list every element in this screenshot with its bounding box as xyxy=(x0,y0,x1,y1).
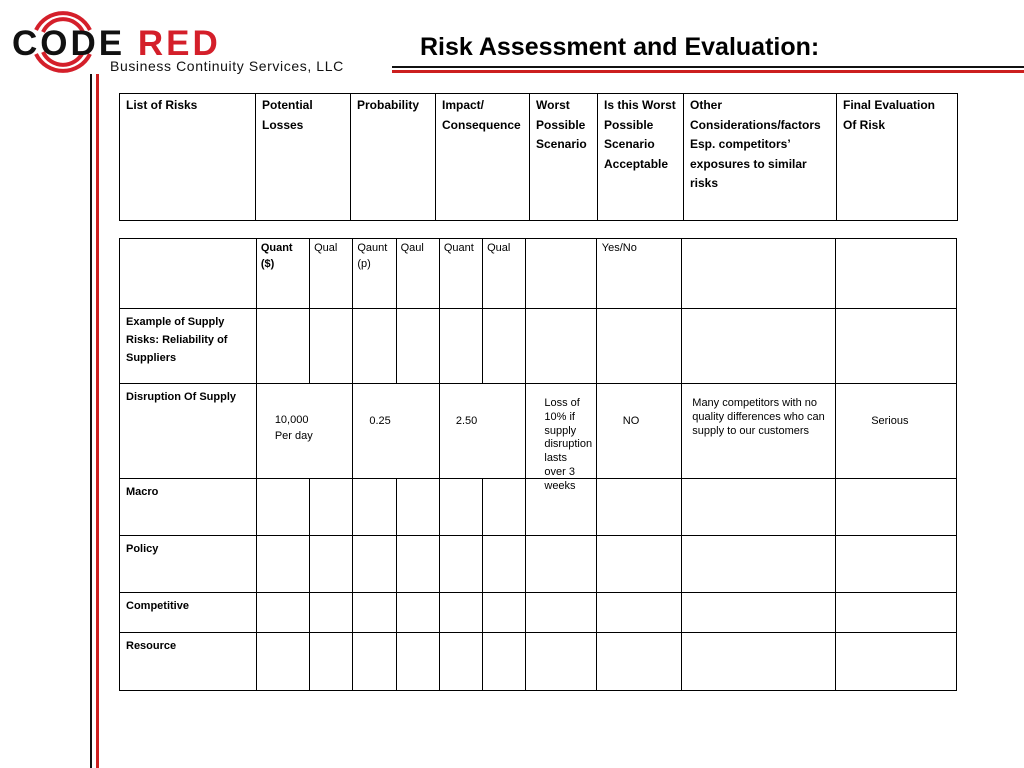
subheader-qaul: Qaul xyxy=(396,239,439,309)
other-considerations-value: Many competitors with no quality differences who can supply to our customers xyxy=(682,384,836,479)
subheader-qual-2: Qual xyxy=(483,239,526,309)
col-impact: Impact/ Consequence xyxy=(436,94,530,221)
logo-subtitle: Business Continuity Services, LLC xyxy=(110,58,344,74)
worst-scenario-cell xyxy=(526,384,596,492)
side-divider-red xyxy=(96,74,99,768)
loss-value-text: 10,000 Per day xyxy=(274,414,313,442)
header-divider-black xyxy=(392,66,1024,68)
risk-table xyxy=(119,238,957,691)
subheader-quant-dollar: Quant ($) xyxy=(256,239,309,309)
col-acceptable: Is this Worst Possible Scenario Acceptable xyxy=(598,94,684,221)
row-label-example: Example of Supply Risks: Reliability of Suppliers xyxy=(120,309,257,384)
subheader-qual: Qual xyxy=(310,239,353,309)
col-worst-scenario: Worst Possible Scenario xyxy=(530,94,598,221)
table-row xyxy=(120,479,957,536)
col-probability: Probability xyxy=(351,94,436,221)
logo-code-text: CODE xyxy=(12,24,126,63)
blank-cell xyxy=(526,239,596,309)
row-label-macro: Macro xyxy=(120,479,257,536)
table-row xyxy=(120,239,957,309)
row-label-resource: Resource xyxy=(120,633,257,691)
table-row xyxy=(120,384,957,479)
logo-red-text: RED xyxy=(137,24,221,63)
col-potential-losses: Potential Losses xyxy=(256,94,351,221)
worst-scenario-text: Loss of 10% if supply disruption lasts over 3 weeks xyxy=(544,397,593,492)
acceptable-value: NO xyxy=(596,384,682,479)
probability-value: 0.25 xyxy=(353,384,440,479)
subheader-yes-no: Yes/No xyxy=(596,239,682,309)
subheader-quant: Quant xyxy=(439,239,482,309)
table-row xyxy=(120,309,957,384)
page-title: Risk Assessment and Evaluation: xyxy=(420,33,820,61)
blank-cell xyxy=(682,239,836,309)
row-label-disruption: Disruption Of Supply xyxy=(120,384,257,479)
blank-cell xyxy=(120,239,257,309)
final-evaluation-value: Serious xyxy=(836,384,957,479)
col-list-of-risks: List of Risks xyxy=(120,94,256,221)
col-other-considerations: Other Considerations/factors Esp. competitors’ exposures to similar risks xyxy=(684,94,837,221)
col-final-evaluation: Final Evaluation Of Risk xyxy=(837,94,958,221)
table-row xyxy=(120,633,957,691)
blank-cell xyxy=(836,239,957,309)
header-divider-red xyxy=(392,70,1024,73)
subheader-qaunt-p: Qaunt (p) xyxy=(353,239,396,309)
table-row xyxy=(120,593,957,633)
side-divider-black xyxy=(90,74,92,768)
impact-value: 2.50 xyxy=(439,384,526,479)
header-table xyxy=(119,93,958,221)
row-label-policy: Policy xyxy=(120,536,257,593)
row-label-competitive: Competitive xyxy=(120,593,257,633)
table-row xyxy=(120,536,957,593)
loss-value xyxy=(256,384,353,479)
